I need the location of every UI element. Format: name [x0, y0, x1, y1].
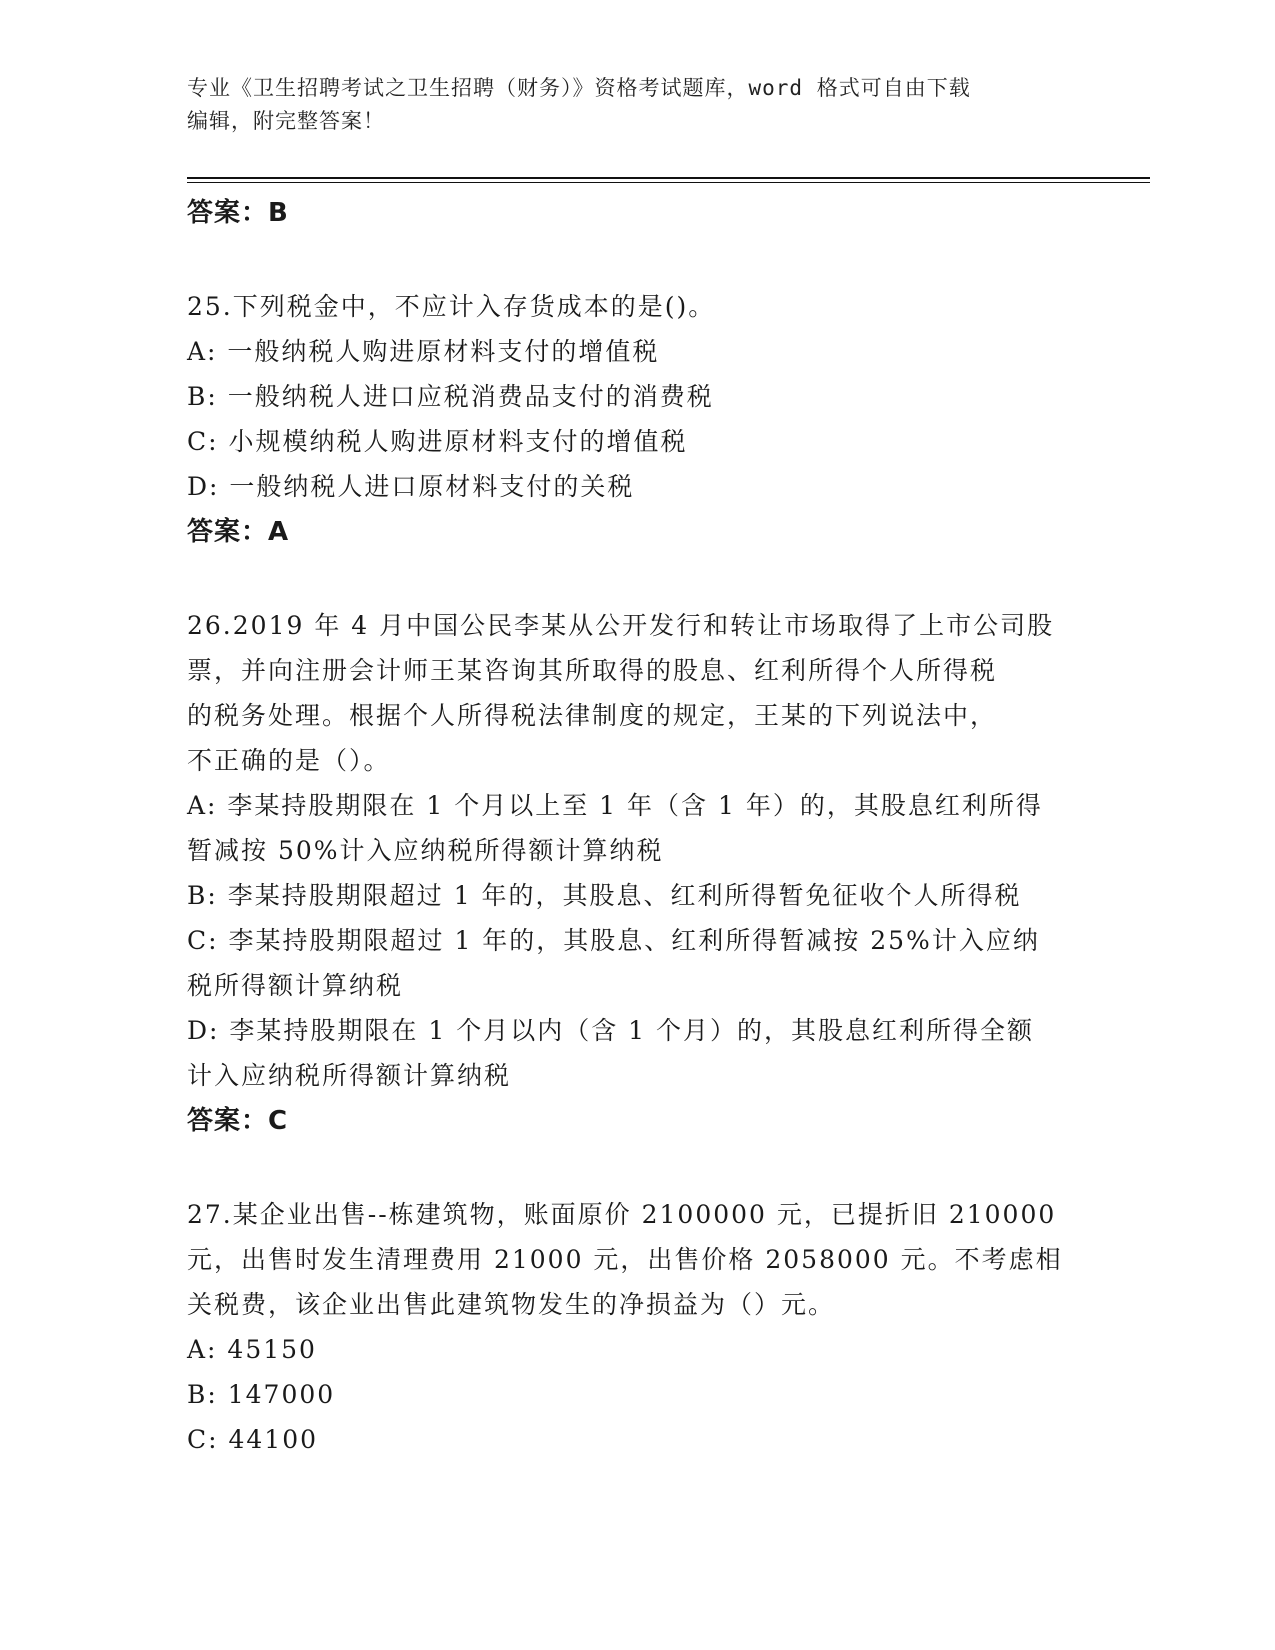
option-c: C: 44100	[187, 1425, 319, 1454]
answer-25: 答案：A	[187, 517, 290, 547]
question-stem-line: 27.某企业出售--栋建筑物，账面原价 2100000 元，已提折旧 210000	[187, 1200, 1057, 1229]
answer-26: 答案：C	[187, 1106, 289, 1136]
question-26	[187, 603, 1087, 1144]
option-c: C: 李某持股期限超过 1 年的，其股息、红利所得暂减按 25%计入应纳	[187, 926, 1040, 955]
spacer	[187, 1144, 1087, 1192]
option-d: D: 李某持股期限在 1 个月以内（含 1 个月）的，其股息红利所得全额	[187, 1016, 1035, 1045]
option-d-continued: 计入应纳税所得额计算纳税	[187, 1061, 512, 1090]
question-stem-line: 26.2019 年 4 月中国公民李某从公开发行和转让市场取得了上市公司股	[187, 611, 1055, 640]
option-b: B: 147000	[187, 1380, 336, 1409]
header-divider-thick	[187, 177, 1150, 179]
answer-previous: 答案：B	[187, 198, 289, 228]
option-c-continued: 税所得额计算纳税	[187, 971, 404, 1000]
question-25	[187, 284, 1087, 555]
page-header	[187, 72, 1087, 138]
spacer	[187, 555, 1087, 603]
spacer	[187, 236, 1087, 284]
option-a: A: 李某持股期限在 1 个月以上至 1 年（含 1 年）的，其股息红利所得	[187, 791, 1043, 820]
option-b: B: 李某持股期限超过 1 年的，其股息、红利所得暂免征收个人所得税	[187, 881, 1022, 910]
question-content	[187, 190, 1087, 1462]
option-a: A: 45150	[187, 1335, 317, 1364]
option-a: A: 一般纳税人购进原材料支付的增值税	[187, 337, 660, 366]
header-divider-thin	[187, 182, 1150, 183]
option-d: D: 一般纳税人进口原材料支付的关税	[187, 472, 635, 501]
question-stem-line: 的税务处理。根据个人所得税法律制度的规定，王某的下列说法中，	[187, 701, 998, 730]
question-stem-line: 元，出售时发生清理费用 21000 元，出售价格 2058000 元。不考虑相	[187, 1245, 1063, 1274]
header-line-2: 编辑，附完整答案！	[187, 109, 385, 133]
header-line-1: 专业《卫生招聘考试之卫生招聘（财务）》资格考试题库，word 格式可自由下载	[187, 76, 971, 100]
question-stem-line: 票，并向注册会计师王某咨询其所取得的股息、红利所得个人所得税	[187, 656, 998, 685]
question-27	[187, 1192, 1087, 1462]
option-c: C: 小规模纳税人购进原材料支付的增值税	[187, 427, 688, 456]
option-b: B: 一般纳税人进口应税消费品支付的消费税	[187, 382, 714, 411]
question-stem-line: 不正确的是（）。	[187, 746, 391, 775]
question-stem-line: 关税费，该企业出售此建筑物发生的净损益为（）元。	[187, 1290, 836, 1319]
question-stem-line: 25.下列税金中，不应计入存货成本的是()。	[187, 292, 716, 321]
option-a-continued: 暂减按 50%计入应纳税所得额计算纳税	[187, 836, 664, 865]
